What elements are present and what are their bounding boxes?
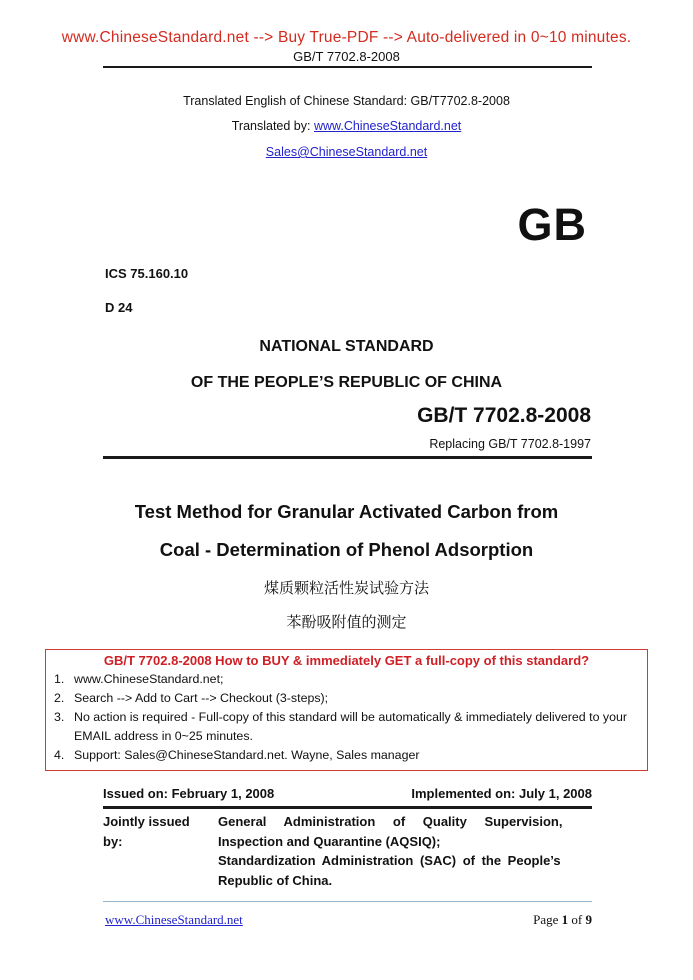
dates-divider bbox=[103, 806, 592, 809]
buy-box-heading: GB/T 7702.8-2008 How to BUY & immediately GET a full-copy of this standard? bbox=[103, 653, 590, 668]
national-standard-heading: NATIONAL STANDARD bbox=[259, 338, 434, 355]
buy-step-4-text: Support: Sales@ChineseStandard.net. Wayne, Sales manager bbox=[74, 748, 420, 762]
page-of-label: of bbox=[568, 912, 586, 927]
sales-email-line bbox=[0, 145, 693, 159]
prc-heading: OF THE PEOPLE’S REPUBLIC OF CHINA bbox=[190, 374, 503, 391]
buy-step-3 bbox=[54, 708, 639, 746]
standard-number: GB/T 7702.8-2008 bbox=[417, 404, 591, 427]
buy-step-1-number: 1. bbox=[54, 672, 65, 686]
ics-code: ICS 75.160.10 bbox=[105, 266, 189, 281]
page-indicator bbox=[533, 912, 592, 928]
title-chinese-line1: 煤质颗粒活性炭试验方法 bbox=[263, 580, 429, 597]
buy-step-2-number: 2. bbox=[54, 691, 65, 705]
page-label: Page bbox=[533, 912, 562, 927]
translated-note: Translated English of Chinese Standard: GB/T7702.8-2008 bbox=[183, 94, 510, 108]
issuer-line: Republic of China. bbox=[218, 872, 333, 888]
footer-site-link[interactable]: www.ChineseStandard.net bbox=[105, 912, 243, 927]
doc-class-code: D 24 bbox=[105, 300, 133, 315]
dates-row bbox=[103, 786, 592, 801]
buy-step-4 bbox=[54, 746, 639, 765]
implemented-date: Implemented on: July 1, 2008 bbox=[411, 786, 592, 801]
buy-step-2-text: Search --> Add to Cart --> Checkout (3-steps); bbox=[74, 691, 329, 705]
gb-logo: GB bbox=[517, 199, 587, 250]
issuer-line: General Administration of Quality Supervision, bbox=[218, 814, 563, 829]
translated-by-line bbox=[0, 119, 693, 133]
issuer-line: Inspection and Quarantine (AQSIQ); bbox=[218, 833, 441, 849]
header-divider bbox=[103, 66, 592, 68]
buy-step-1-text: www.ChineseStandard.net; bbox=[74, 672, 224, 686]
buy-step-1 bbox=[54, 670, 639, 689]
footer bbox=[105, 912, 592, 928]
replacing-note: Replacing GB/T 7702.8-1997 bbox=[429, 437, 591, 451]
translated-by-label: Translated by: bbox=[231, 119, 314, 133]
promo-banner: www.ChineseStandard.net --> Buy True-PDF --> Auto-delivered in 0~10 minutes. bbox=[61, 29, 632, 46]
chinesestandard-link[interactable]: www.ChineseStandard.net bbox=[313, 119, 462, 133]
buy-step-4-number: 4. bbox=[54, 748, 65, 762]
issuers-label: Jointly issued by: bbox=[103, 814, 190, 849]
buy-step-3-number: 3. bbox=[54, 710, 65, 724]
title-divider bbox=[103, 456, 592, 459]
title-english-line1: Test Method for Granular Activated Carbon from bbox=[134, 501, 559, 522]
buy-step-3-text: No action is required - Full-copy of this standard will be automatically & immediately delivered to your EMAIL address in 0~25 minutes. bbox=[74, 710, 628, 743]
footer-divider bbox=[103, 901, 592, 902]
issuers-block bbox=[103, 812, 592, 890]
page-number: 1 bbox=[561, 912, 569, 927]
issued-date: Issued on: February 1, 2008 bbox=[103, 786, 275, 801]
page-total: 9 bbox=[585, 912, 592, 927]
buy-info-box bbox=[45, 649, 648, 771]
issuers-lines bbox=[210, 812, 592, 890]
sales-email-link[interactable]: Sales@ChineseStandard.net bbox=[265, 145, 428, 159]
title-chinese-line2: 苯酚吸附值的测定 bbox=[286, 614, 407, 631]
header-standard-code: GB/T 7702.8-2008 bbox=[293, 49, 400, 64]
buy-step-2 bbox=[54, 689, 639, 708]
title-english-line2: Coal - Determination of Phenol Adsorption bbox=[159, 539, 534, 560]
issuer-line: Standardization Administration (SAC) of the People’s bbox=[218, 853, 561, 868]
